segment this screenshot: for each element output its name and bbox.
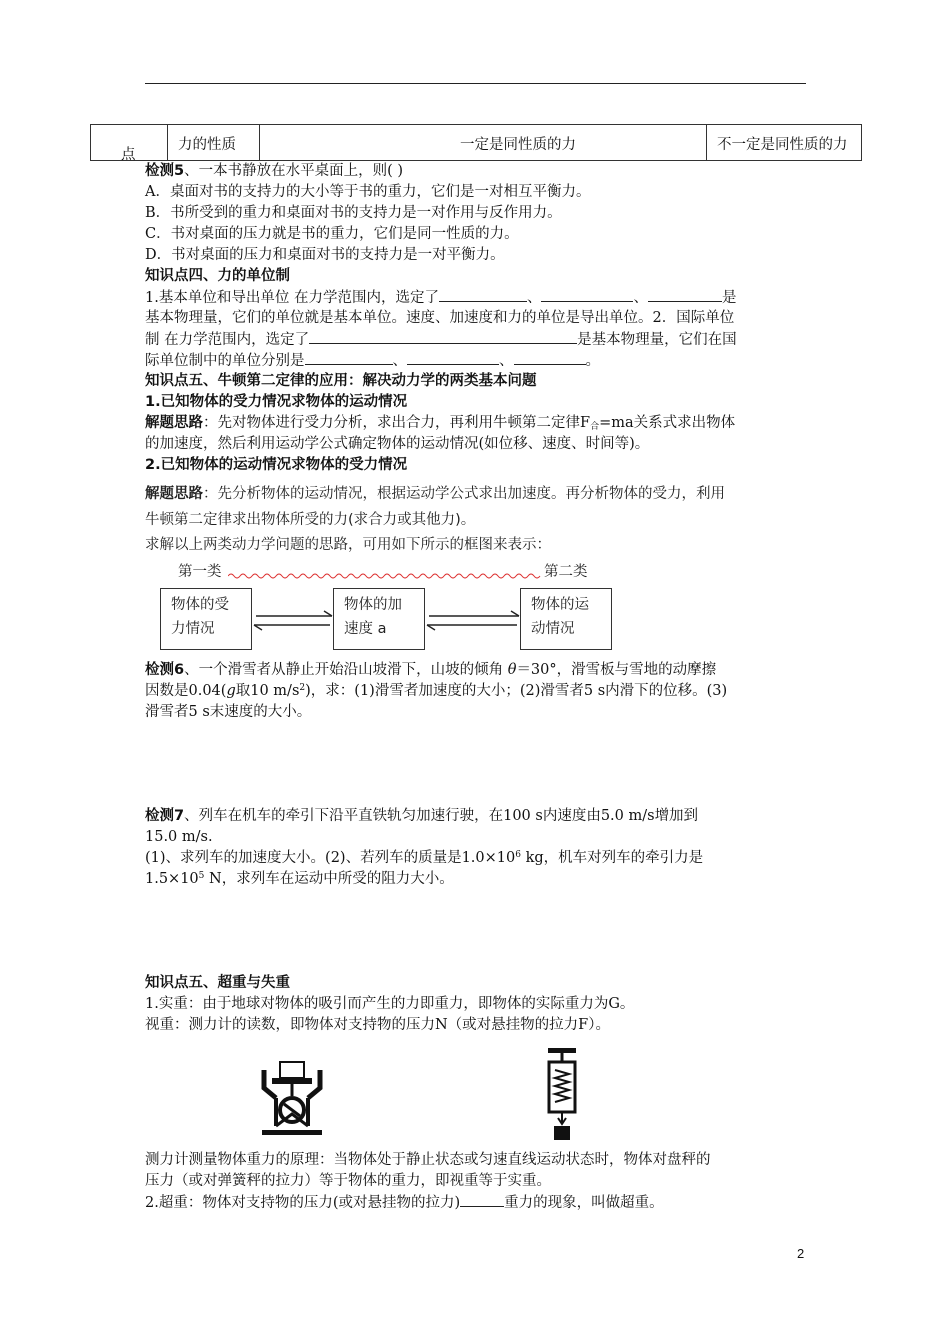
table-cell-text: 不一定是同性质的力: [717, 137, 848, 153]
text: 2.超重：物体对支持物的压力(或对悬挂物的拉力): [145, 1195, 461, 1211]
principle-line-2: 压力（或对弹簧秤的拉力）等于物体的重力，即视重等于实重。: [145, 1173, 551, 1189]
text: 是基本物理量，它们在国: [577, 332, 737, 348]
strategy-1-line-2: 的加速度，然后利用运动学公式确定物体的运动情况(如位移、速度、时间等)。: [145, 436, 650, 452]
question-7-title: 检测7: [145, 808, 185, 824]
fill-blank[interactable]: [407, 350, 499, 365]
type-1-label: 第一类: [178, 564, 222, 580]
text: 、: [392, 353, 407, 369]
table-cell: [168, 125, 260, 160]
question-7-line-4: [145, 869, 454, 889]
double-arrow-icon: [425, 610, 521, 632]
apparent-weight-line: 视重：测力计的读数，即物体对支持物的压力N（或对悬挂物的拉力F）。: [145, 1017, 610, 1033]
option-a: A．桌面对书的支持力的大小等于书的重力，它们是一对相互平衡力。: [145, 184, 591, 200]
text: ：先对物体进行受力分析，求出合力，再利用牛顿第二定律F: [203, 415, 591, 431]
text: 取10 m/s: [235, 683, 300, 699]
text: 、: [526, 290, 542, 306]
section-heading-weight: 知识点五、超重与失重: [145, 975, 290, 991]
subscript: 合: [590, 422, 600, 432]
subheading-1: 1.已知物体的受力情况求物体的运动情况: [145, 394, 408, 410]
box-line: 动情况: [531, 621, 575, 637]
text: 、: [633, 290, 648, 306]
question-6-line-1: [145, 660, 716, 680]
text: 1.5×10: [145, 871, 199, 887]
option-c: C．书对桌面的压力就是书的重力，它们是同一性质的力。: [145, 226, 519, 242]
text: ＝30°，滑雪板与雪地的动摩擦: [516, 662, 717, 678]
strategy-2-line-1: [145, 484, 725, 504]
question-5-stem: [145, 161, 403, 181]
text: 、列车在机车的牵引下沿平直铁轨匀加速行驶，在100 s内速度由5.0 m/s增加到: [184, 808, 699, 824]
flow-box-acceleration: [333, 588, 425, 650]
units-line-3: [145, 329, 737, 350]
real-weight-line: 1.实重：由于地球对物体的吸引而产生的力即重力，即物体的实际重力为G。: [145, 996, 635, 1012]
box-line: 物体的加: [344, 597, 402, 613]
section-heading-units: 知识点四、力的单位制: [145, 268, 290, 284]
text: (1)、求列车的加速度大小。(2)、若列车的质量是1.0×10: [145, 850, 516, 866]
fill-blank[interactable]: [439, 287, 527, 302]
text: ：先分析物体的运动情况，根据运动学公式求出加速度。再分析物体的受力，利用: [203, 486, 725, 502]
question-7-line-2: 15.0 m/s.: [145, 829, 213, 845]
fill-blank[interactable]: [309, 329, 577, 344]
table-cell-text: 点: [121, 147, 136, 163]
text: 重力的现象，叫做超重。: [504, 1195, 664, 1211]
fill-blank[interactable]: [460, 1192, 504, 1207]
box-line: 物体的受: [171, 597, 229, 613]
fill-blank[interactable]: [541, 287, 633, 302]
superscript: 6: [515, 850, 521, 860]
text: 因数是0.04(: [145, 683, 227, 699]
strategy-label: 解题思路: [145, 415, 203, 431]
flow-box-force: [160, 588, 252, 650]
text: 制 在力学范围内，选定了: [145, 332, 310, 348]
text: 1.基本单位和导出单位 在力学范围内，选定了: [145, 290, 439, 306]
text: =ma关系式求出物体: [599, 415, 736, 431]
option-d: D．书对桌面的压力和桌面对书的支持力是一对平衡力。: [145, 247, 505, 263]
question-5-text: 、一本书静放在水平桌面上，则( ): [184, 163, 404, 179]
text: 。: [585, 353, 600, 369]
table-cell: [91, 125, 168, 163]
double-arrow-icon: [252, 610, 334, 632]
question-5-title: 检测5: [145, 163, 185, 179]
strategy-label: 解题思路: [145, 486, 203, 502]
subheading-2: 2.已知物体的运动情况求物体的受力情况: [145, 457, 408, 473]
question-7-line-3: [145, 848, 703, 868]
table-cell-text: 力的性质: [178, 137, 236, 153]
strategy-1-line-1: [145, 413, 735, 433]
question-6-line-2: [145, 681, 727, 701]
superscript: 5: [198, 871, 205, 881]
question-7-line-1: [145, 806, 698, 826]
table-cell: [260, 125, 707, 160]
fill-blank[interactable]: [514, 350, 586, 365]
superscript: 2: [299, 683, 306, 693]
strategy-2-line-3: 求解以上两类动力学问题的思路，可用如下所示的框图来表示：: [145, 537, 551, 553]
wavy-underline: [228, 572, 544, 580]
text: )，求：(1)滑雪者加速度的大小；(2)滑雪者5 s内滑下的位移。(3): [305, 683, 728, 699]
text: 、一个滑雪者从静止开始沿山坡滑下，山坡的倾角: [184, 662, 508, 678]
page-number: 2: [797, 1246, 805, 1261]
units-line-4: [145, 350, 600, 371]
platform-scale-icon: [258, 1060, 326, 1140]
theta-symbol: θ: [507, 662, 517, 678]
option-b: B．书所受到的重力和桌面对书的支持力是一对作用与反作用力。: [145, 205, 562, 221]
fill-blank[interactable]: [648, 287, 722, 302]
overweight-line: [145, 1192, 664, 1213]
text: 、: [499, 353, 514, 369]
box-line: 力情况: [171, 621, 215, 637]
table-cell-text: 一定是同性质的力: [460, 137, 576, 153]
spring-scale-icon: [545, 1048, 579, 1142]
fill-blank[interactable]: [305, 350, 393, 365]
box-line: 物体的运: [531, 597, 589, 613]
type-2-label: 第二类: [544, 564, 588, 580]
text: 际单位制中的单位分别是: [145, 353, 305, 369]
header-rule: [145, 83, 806, 84]
principle-line-1: 测力计测量物体重力的原理：当物体处于静止状态或匀速直线运动状态时，物体对盘秤的: [145, 1152, 711, 1168]
question-6-title: 检测6: [145, 662, 185, 678]
strategy-2-line-2: 牛顿第二定律求出物体所受的力(求合力或其他力)。: [145, 512, 476, 528]
section-heading-newton: 知识点五、牛顿第二定律的应用：解决动力学的两类基本问题: [145, 373, 537, 389]
box-line: 速度 a: [344, 621, 387, 637]
units-line-2: 基本物理量，它们的单位就是基本单位。速度、加速度和力的单位是导出单位。2．国际单位: [145, 310, 735, 326]
question-6-line-3: 滑雪者5 s末速度的大小。: [145, 704, 312, 720]
flow-box-motion: [520, 588, 612, 650]
table-cell: [707, 125, 861, 160]
text: N，求列车在运动中所受的阻力大小。: [204, 871, 454, 887]
text: kg，机车对列车的牵引力是: [520, 850, 704, 866]
g-symbol: g: [226, 683, 236, 699]
text: 是: [721, 290, 737, 306]
units-line-1: [145, 287, 736, 308]
comparison-table-row: [90, 124, 862, 161]
